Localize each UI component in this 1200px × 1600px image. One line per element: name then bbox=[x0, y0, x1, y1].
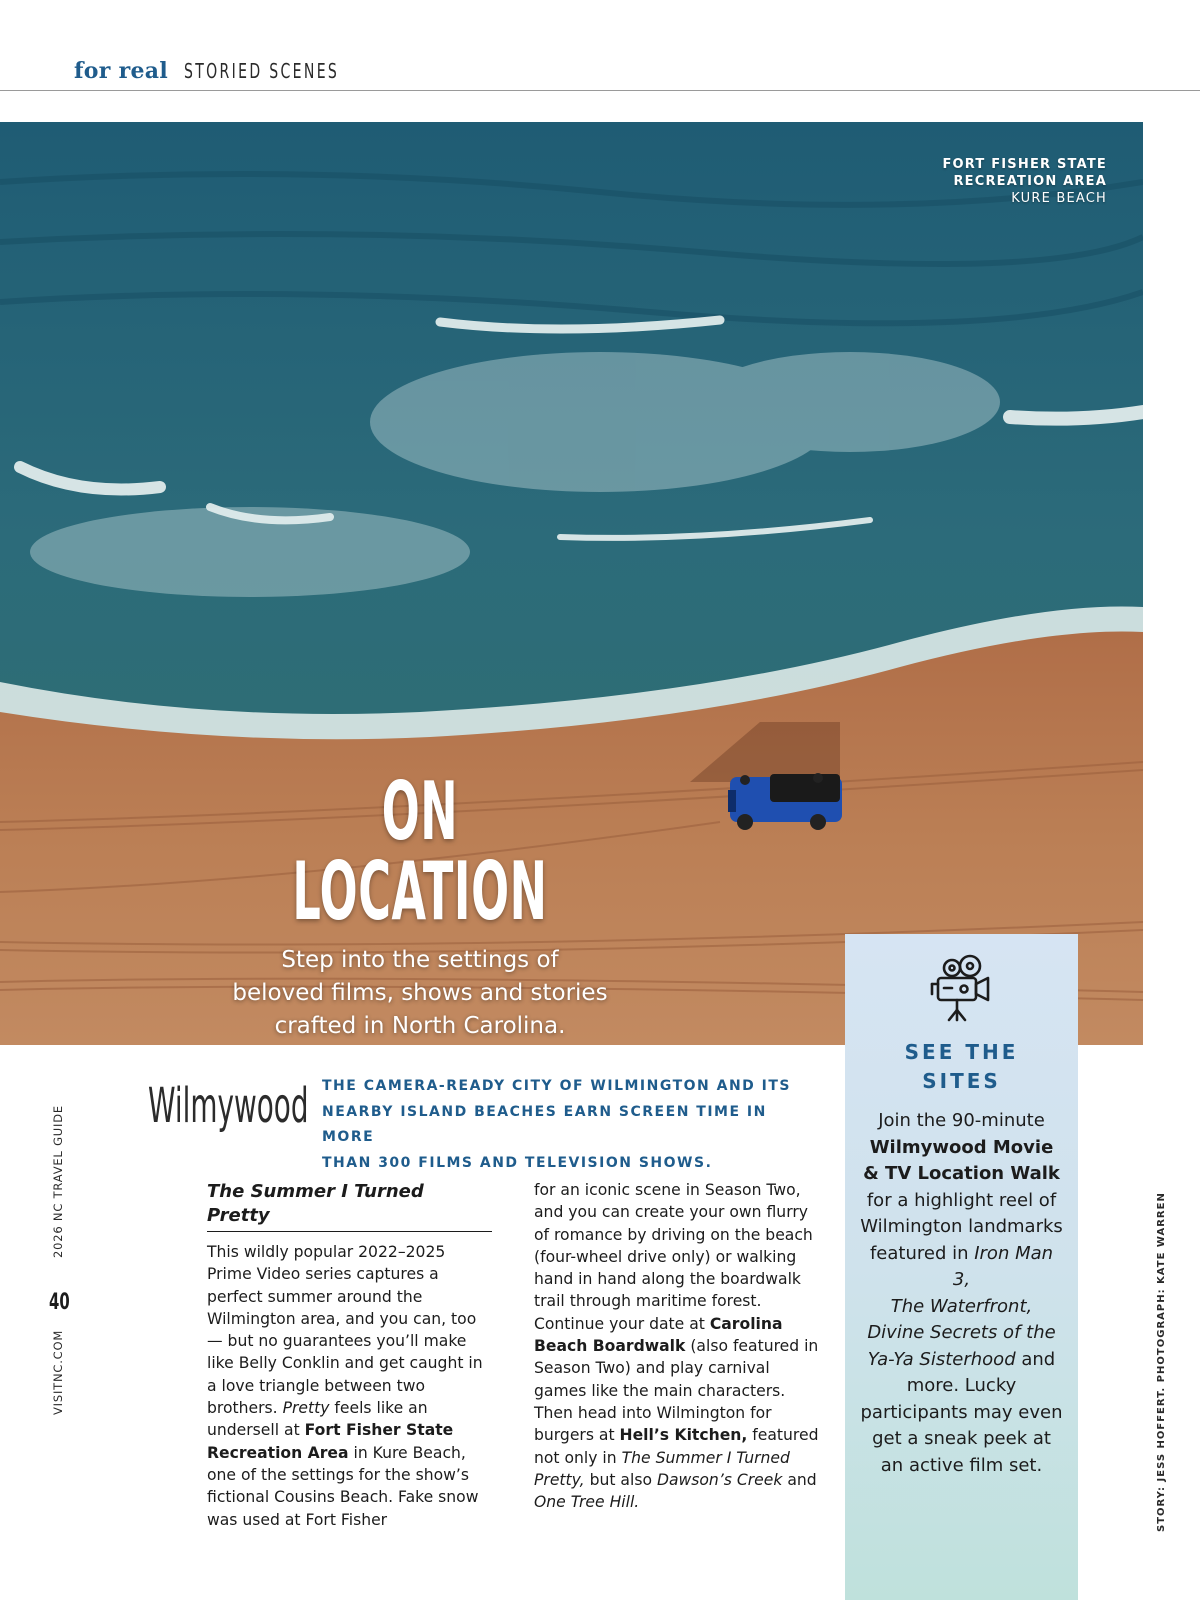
page-header bbox=[74, 58, 383, 84]
sidebar-body bbox=[859, 1108, 1064, 1479]
page-title: ON LOCATION bbox=[292, 765, 548, 938]
page-subtitle bbox=[200, 944, 640, 1043]
subtitle-line: beloved films, shows and stories bbox=[232, 980, 608, 1006]
place-name: Hell’s Kitchen, bbox=[619, 1426, 748, 1445]
folio-guide bbox=[51, 1105, 65, 1258]
caption-line-2: RECREATION AREA bbox=[953, 174, 1107, 189]
sidebar-heading-line: SITES bbox=[922, 1069, 1001, 1093]
article-column-2 bbox=[534, 1179, 824, 1513]
sidebar-heading-line: SEE THE bbox=[904, 1040, 1019, 1064]
show-title: Dawson’s Creek bbox=[656, 1470, 783, 1489]
hero-photo bbox=[0, 122, 1143, 1045]
page-number: 40 bbox=[49, 1290, 70, 1315]
see-the-sites-sidebar bbox=[845, 934, 1078, 1600]
film-title: Iron Man 3, bbox=[952, 1242, 1054, 1290]
subtitle-line: Step into the settings of bbox=[281, 947, 559, 973]
jeep-vehicle bbox=[728, 773, 842, 830]
folio-site bbox=[51, 1330, 65, 1415]
place-name: Carolina Beach Boardwalk bbox=[534, 1314, 783, 1356]
intro-dek bbox=[322, 1074, 802, 1176]
body-text: featured not only in bbox=[534, 1426, 819, 1467]
film-title: Divine Secrets of the Ya-Ya Sisterhood bbox=[867, 1322, 1056, 1370]
body-text: This wildly popular 2022–2025 Prime Video series captures a perfect summer around the Wilmington area, and you can, too — but no guarantees you’ll make like Belly Conklin and get caught in a love triangle between two brothers. bbox=[207, 1243, 483, 1418]
photo-credit: STORY: JESS HOFFERT. PHOTOGRAPH: KATE WARREN bbox=[1156, 1192, 1167, 1532]
tour-name: Wilmywood Movie & TV Location Walk bbox=[863, 1136, 1060, 1184]
section-label: STORIED SCENES bbox=[184, 59, 340, 83]
photo-location-caption bbox=[942, 156, 1107, 207]
body-text: (also featured in Season Two) and play carnival games like the main characters. Then head into Wilmington for burgers at bbox=[534, 1337, 819, 1445]
body-text: but also bbox=[584, 1470, 657, 1489]
film-title: The Waterfront, bbox=[890, 1295, 1033, 1317]
dek-line: NEARBY ISLAND BEACHES EARN SCREEN TIME IN MORE bbox=[322, 1103, 767, 1145]
brand-logo: for real bbox=[74, 58, 168, 84]
film-camera-icon bbox=[845, 954, 1078, 1028]
sidebar-heading bbox=[845, 1038, 1078, 1096]
intro-heading: Wilmywood bbox=[148, 1078, 309, 1134]
dek-line: THAN 300 FILMS AND TELEVISION SHOWS. bbox=[322, 1154, 713, 1171]
sidebar-text: Join the 90-minute bbox=[878, 1110, 1045, 1131]
place-name: Fort Fisher State Recreation Area bbox=[207, 1421, 454, 1462]
body-text: feels like an undersell at bbox=[207, 1399, 428, 1440]
guide-name: 2026 NC TRAVEL GUIDE bbox=[51, 1105, 65, 1258]
body-text: for an iconic scene in Season Two, and you can create your own flurry of romance by driving on the beach (four-wheel drive only) or walking hand in hand along the boardwalk trail through maritime forest. Continue your date at bbox=[534, 1181, 813, 1333]
sidebar-text: and more. Lucky participants may even get a sneak peek at an active film set. bbox=[860, 1348, 1063, 1476]
article-paragraph bbox=[207, 1241, 492, 1531]
body-text: in Kure Beach, one of the settings for the show’s fictional Cousins Beach. Fake snow was used at Fort Fisher bbox=[207, 1443, 479, 1529]
show-title: The Summer I Turned Pretty, bbox=[534, 1448, 790, 1489]
body-text: and bbox=[782, 1470, 817, 1489]
article-paragraph bbox=[534, 1179, 824, 1513]
caption-line-1: FORT FISHER STATE bbox=[942, 157, 1107, 172]
site-url: VISITNC.COM bbox=[51, 1329, 65, 1415]
hero-title-block bbox=[200, 765, 640, 1043]
article-column-1 bbox=[207, 1180, 492, 1531]
show-title: Pretty bbox=[282, 1399, 330, 1418]
dek-line: THE CAMERA-READY CITY OF WILMINGTON AND ITS bbox=[322, 1078, 792, 1094]
sidebar-text: for a highlight reel of Wilmington landmarks featured in bbox=[860, 1189, 1063, 1264]
header-divider bbox=[0, 90, 1200, 91]
show-title: One Tree Hill. bbox=[534, 1493, 640, 1512]
caption-line-3: KURE BEACH bbox=[1011, 191, 1107, 206]
subtitle-line: crafted in North Carolina. bbox=[274, 1013, 566, 1039]
article-heading: The Summer I Turned Pretty bbox=[207, 1180, 492, 1232]
